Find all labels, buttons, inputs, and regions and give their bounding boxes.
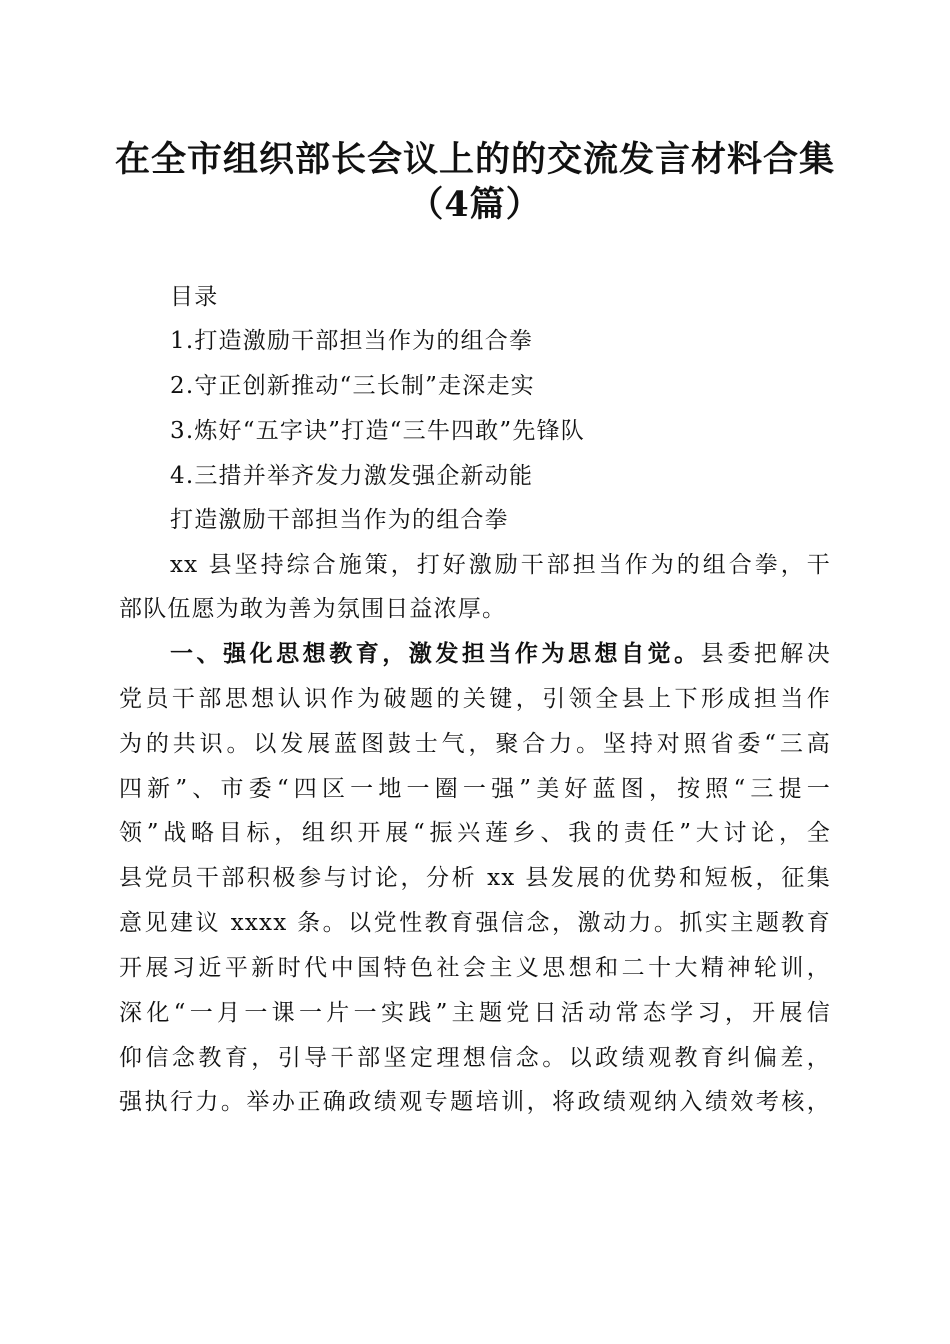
section1-line: 县党员干部积极参与讨论，分析 xx 县发展的优势和短板，征集 [119, 865, 831, 891]
section1-line: 为的共识。以发展蓝图鼓士气，聚合力。坚持对照省委“三高 [119, 731, 831, 757]
section1-heading: 一、强化思想教育，激发担当作为思想自觉。 [170, 640, 701, 667]
section1-line: 深化“一月一课一片一实践”主题党日活动常态学习，开展信 [119, 1000, 831, 1026]
toc-item-2: 2.守正创新推动“三长制”走深走实 [170, 373, 535, 399]
section1-line: 领”战略目标，组织开展“振兴莲乡、我的责任”大讨论，全 [119, 820, 831, 846]
section1-line: 党员干部思想认识作为破题的关键，引领全县上下形成担当作 [119, 686, 831, 712]
document-title-count: （4篇） [408, 184, 542, 225]
section1-line: 仰信念教育，引导干部坚定理想信念。以政绩观教育纠偏差， [119, 1045, 831, 1071]
toc-heading: 目录 [170, 284, 219, 310]
section1-line: 意见建议 xxxx 条。以党性教育强信念，激动力。抓实主题教育 [119, 910, 831, 936]
toc-item-1: 1.打造激励干部担当作为的组合拳 [170, 328, 534, 354]
section1-line: 开展习近平新时代中国特色社会主义思想和二十大精神轮训， [119, 955, 831, 981]
toc-item-3: 3.炼好“五字诀”打造“三牛四敢”先锋队 [170, 418, 585, 444]
section1-first-line [170, 639, 831, 669]
article-heading: 打造激励干部担当作为的组合拳 [170, 507, 509, 533]
section1-line: 强执行力。举办正确政绩观专题培训，将政绩观纳入绩效考核， [119, 1089, 831, 1115]
toc-item-4: 4.三措并举齐发力激发强企新动能 [170, 463, 534, 489]
section1-line: 四新”、市委“四区一地一圈一强”美好蓝图，按照“三提一 [119, 776, 831, 802]
intro-line: 部队伍愿为敢为善为氛围日益浓厚。 [119, 596, 507, 622]
intro-line: xx 县坚持综合施策，打好激励干部担当作为的组合拳，干 [170, 552, 831, 578]
section1-heading-tail: 县委把解决 [700, 641, 832, 667]
document-title: 在全市组织部长会议上的的交流发言材料合集 [114, 139, 835, 180]
